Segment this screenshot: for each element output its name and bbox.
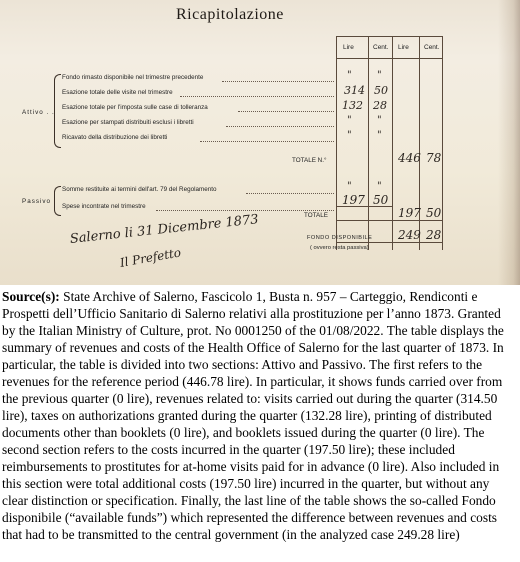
table-rule — [442, 36, 443, 250]
passivo-total-cent: 50 — [426, 206, 442, 220]
attivo-cent-value: 50 — [374, 84, 388, 97]
table-rule — [336, 220, 442, 221]
fondo-cent: 28 — [426, 228, 442, 242]
fondo-label: FONDO DISPONIBILE — [307, 235, 373, 241]
attivo-total-lire: 446 — [398, 151, 421, 165]
attivo-row-text: Ricavato della distribuzione dei libretti — [62, 134, 168, 141]
attivo-cent-value: 28 — [373, 99, 387, 112]
passivo-total-label: TOTALE — [304, 212, 328, 219]
column-header-lire: Lire — [343, 44, 354, 51]
leader-dots — [156, 210, 334, 211]
column-header-cent: Cent. — [424, 44, 440, 51]
table-rule — [336, 36, 442, 37]
section-label-attivo: Attivo . . — [22, 109, 55, 116]
table-rule — [336, 242, 442, 243]
leader-dots — [222, 81, 334, 82]
fondo-lire: 249 — [398, 228, 421, 242]
passivo-row-text: Somme restituite ai termini dell'art. 79 del Regolamento — [62, 186, 217, 193]
attivo-lire-value: 314 — [344, 84, 365, 97]
signature-name: Il Prefetto — [118, 245, 182, 270]
table-rule — [392, 36, 393, 250]
brace — [54, 186, 61, 216]
attivo-row-text: Fondo rimasto disponibile nel trimestre precedente — [62, 74, 204, 81]
attivo-lire-value: " — [347, 70, 352, 81]
leader-dots — [200, 141, 334, 142]
attivo-lire-value: 132 — [342, 99, 363, 112]
attivo-row-text: Esazione per stampati distribuiti esclusi i libretti — [62, 119, 194, 126]
attivo-lire-value: " — [347, 115, 352, 126]
leader-dots — [226, 126, 334, 127]
source-caption — [2, 288, 516, 543]
leader-dots — [238, 111, 334, 112]
brace — [54, 74, 61, 148]
attivo-lire-value: " — [347, 130, 352, 141]
passivo-row-text: Spese incontrate nel trimestre — [62, 203, 146, 210]
section-label-passivo: Passivo — [22, 198, 52, 205]
column-header-cent: Cent. — [373, 44, 389, 51]
source-text: State Archive of Salerno, Fascicolo 1, Busta n. 957 – Carteggio, Rendiconti e Prospetti dell’Ufficio Sanitario di Salerno relativi alla prostituzione per l’anno 1873. Granted by the Italian Ministry of Culture, prot. No 0001250 of the 01/08/2022. The table displays the summary of revenues and costs of the Health Office of Salerno for the last quarter of 1873. In particular, the table is divided into two sections: Attivo and Passivo. The first refers to the revenues for the reference period (446.78 lire). In particular, it shows funds carried over from the previous quarter (0 lire), revenues related to: visits carried out during the quarter (314.50 lire), taxes on authorizations granted during the quarter (132.28 lire), printing of distributed documents other than booklets (0 lire), and booklets issued during the quarter (0 lire). The second section refers to the costs incurred in the quarter (197.50 lire); these included reimbursements to prostitutes for at-home visits paid for in advance (0 lire). Also included in this section were total additional costs (197.50 lire) incurred in the quarter, but without any clear distinction or specification. Finally, the last line of the table shows the so-called Fondo disponibile (“available funds”) which represented the difference between revenues and costs that had to be transmitted to the central government (in the analyzed case 249.28 lire) — [2, 289, 504, 542]
passivo-lire-value: " — [347, 181, 352, 192]
leader-dots — [246, 193, 334, 194]
attivo-row-text: Esazione totale delle visite nel trimestre — [62, 89, 173, 96]
passivo-lire-value: 197 — [342, 193, 365, 207]
table-rule — [336, 36, 337, 250]
attivo-total-label: TOTALE N.° — [292, 157, 327, 164]
fondo-sublabel: ( ovvero resta passiva) — [310, 245, 369, 251]
passivo-total-lire: 197 — [398, 206, 421, 220]
attivo-row-text: Esazione totale per l'imposta sulle case di tolleranza — [62, 104, 208, 111]
table-rule — [368, 36, 369, 250]
signature-place-date: Salerno li 31 Dicembre 1873 — [69, 212, 260, 247]
attivo-total-cent: 78 — [426, 151, 442, 165]
source-label: Source(s): — [2, 289, 60, 304]
page-edge-shadow — [498, 0, 520, 285]
passivo-cent-value: 50 — [373, 193, 389, 207]
leader-dots — [180, 96, 334, 97]
attivo-cent-value: " — [377, 70, 382, 81]
passivo-cent-value: " — [377, 181, 382, 192]
attivo-cent-value: " — [377, 115, 382, 126]
table-rule — [336, 58, 442, 59]
column-header-lire: Lire — [398, 44, 409, 51]
attivo-cent-value: " — [377, 130, 382, 141]
document-title: Ricapitolazione — [176, 6, 284, 23]
